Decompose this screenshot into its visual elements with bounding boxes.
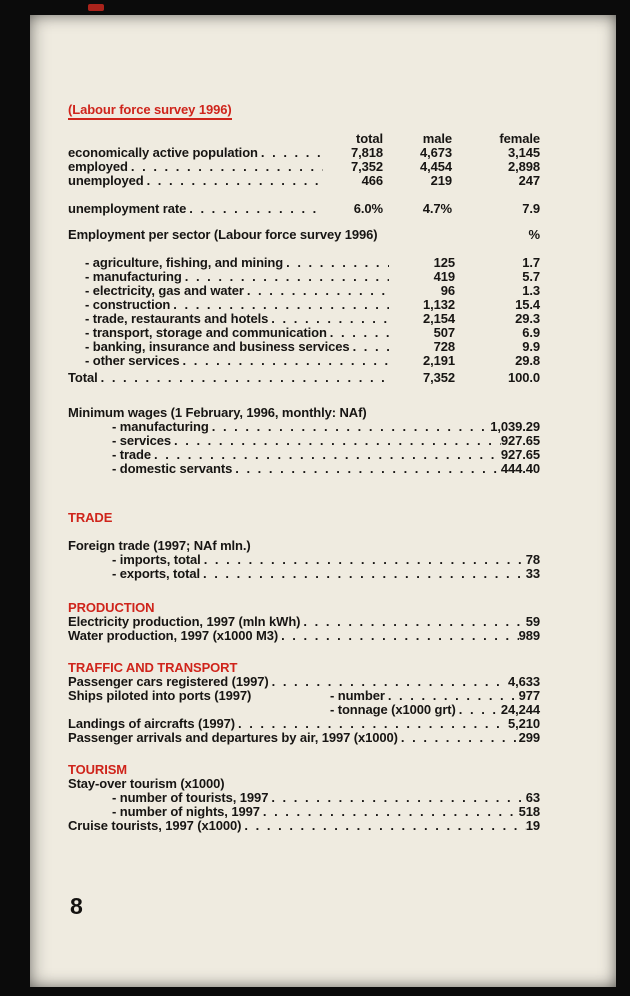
row-value-male: 4,673 (419, 145, 452, 160)
row-value: 19 (525, 818, 540, 833)
row-label: employed (68, 159, 128, 174)
section-heading-production: PRODUCTION (68, 600, 155, 615)
document-page (30, 15, 616, 987)
dot-leader (180, 354, 389, 368)
dot-leader (171, 434, 501, 448)
dot-leader (398, 731, 519, 745)
dot-leader (350, 340, 389, 354)
table-row (68, 629, 540, 643)
row-value: 63 (525, 790, 540, 805)
table-row (68, 462, 540, 476)
row-label: - manufacturing (85, 269, 182, 284)
foreign-trade-subtitle: Foreign trade (1997; NAf mln.) (68, 538, 251, 553)
row-value: 518 (518, 804, 540, 819)
row-value: 989 (518, 628, 540, 643)
row-value: 419 (433, 269, 455, 284)
row-label: Cruise tourists, 1997 (x1000) (68, 818, 242, 833)
dot-leader (232, 462, 501, 476)
col-header-percent: % (528, 227, 540, 242)
page-content (68, 103, 540, 833)
row-value: 299 (518, 730, 540, 745)
row-value-female: 2,898 (507, 159, 540, 174)
row-value: 2,191 (422, 353, 455, 368)
row-value: 1,039.29 (490, 419, 540, 434)
row-label: - manufacturing (112, 419, 209, 434)
table-row (68, 312, 540, 326)
col-header-male: male (422, 131, 452, 146)
row-value: 728 (433, 339, 455, 354)
tonnage-row (68, 703, 540, 717)
row-label: - number of nights, 1997 (112, 804, 260, 819)
row-label: economically active population (68, 145, 258, 160)
row-sub-label: - tonnage (x1000 grt) (330, 702, 456, 717)
row-label: - exports, total (112, 566, 200, 581)
row-label: unemployed (68, 173, 144, 188)
table-row (68, 791, 540, 805)
dot-leader (268, 791, 525, 805)
table-row (68, 805, 540, 819)
row-label: Electricity production, 1997 (mln kWh) (68, 614, 301, 629)
table-row (68, 174, 540, 188)
row-value: 96 (440, 283, 455, 298)
row-percent: 1.7 (522, 255, 540, 270)
row-label: - services (112, 433, 171, 448)
row-value-male: 219 (430, 173, 452, 188)
dot-leader (268, 312, 389, 326)
row-percent: 9.9 (522, 339, 540, 354)
dot-leader (182, 270, 389, 284)
row-percent: 6.9 (522, 325, 540, 340)
table-row (68, 340, 540, 354)
row-percent: 15.4 (515, 297, 540, 312)
row-value: 7,352 (422, 370, 455, 385)
row-value: 78 (525, 552, 540, 567)
dot-leader (260, 805, 519, 819)
row-value: 977 (518, 688, 540, 703)
row-label: - transport, storage and communication (85, 325, 327, 340)
row-label: Ships piloted into ports (1997) (68, 688, 252, 703)
row-value: 1,132 (422, 297, 455, 312)
section-heading-traffic: TRAFFIC AND TRANSPORT (68, 660, 238, 675)
row-label: - imports, total (112, 552, 201, 567)
table-row (68, 553, 540, 567)
row-label: Water production, 1997 (x1000 M3) (68, 628, 279, 643)
dot-leader (186, 202, 323, 216)
row-label: - other services (85, 353, 180, 368)
sector-total-row (68, 371, 540, 385)
col-header-female: female (499, 131, 540, 146)
dot-leader (283, 256, 389, 270)
table-row (68, 434, 540, 448)
section-heading-tourism: TOURISM (68, 762, 128, 777)
row-label: Passenger arrivals and departures by air, 1997 (x1000) (68, 730, 398, 745)
dot-leader (144, 174, 323, 188)
col-header-total: total (356, 131, 383, 146)
table-row (68, 567, 540, 581)
dot-leader (200, 567, 526, 581)
row-label: - trade, restaurants and hotels (85, 311, 269, 326)
table-row (68, 717, 540, 731)
row-value: 24,244 (500, 702, 540, 717)
dot-leader (98, 371, 389, 385)
ships-row (68, 689, 540, 703)
row-value: 5,210 (507, 716, 540, 731)
scan-artifact (88, 4, 104, 11)
dot-leader (244, 284, 389, 298)
row-sub-label: - number (330, 688, 385, 703)
table-row (68, 270, 540, 284)
section-subtitle: Employment per sector (Labour force survey 1996) (68, 227, 378, 242)
table-row (68, 615, 540, 629)
row-percent: 100.0 (507, 370, 540, 385)
dot-leader (151, 448, 501, 462)
dot-leader (209, 420, 490, 434)
table-row (68, 256, 540, 270)
table-row (68, 284, 540, 298)
dot-leader (385, 689, 519, 703)
dot-leader (235, 717, 508, 731)
dot-leader (278, 629, 519, 643)
row-label: - domestic servants (112, 461, 233, 476)
dot-leader (300, 615, 525, 629)
table-row (68, 819, 540, 833)
row-value: 125 (433, 255, 455, 270)
table-row (68, 448, 540, 462)
section-title: (Labour force survey 1996) (68, 103, 232, 120)
dot-leader (327, 326, 389, 340)
row-value: 2,154 (422, 311, 455, 326)
row-label: Total (68, 370, 98, 385)
section-heading-trade: TRADE (68, 510, 113, 525)
row-label: - electricity, gas and water (85, 283, 244, 298)
dot-leader (128, 160, 323, 174)
row-value: 927.65 (500, 433, 540, 448)
table-row (68, 146, 540, 160)
dot-leader (269, 675, 508, 689)
table-row (68, 354, 540, 368)
row-value: 4,633 (507, 674, 540, 689)
dot-leader (170, 298, 389, 312)
row-value-male: 4,454 (419, 159, 452, 174)
labour-survey-title (68, 103, 540, 120)
dot-leader (456, 703, 501, 717)
dot-leader (201, 553, 526, 567)
unemployment-rate-row (68, 202, 540, 216)
sector-table-header (68, 228, 540, 242)
table-row (68, 675, 540, 689)
dot-leader (241, 819, 525, 833)
row-label: - number of tourists, 1997 (112, 790, 269, 805)
row-label: - agriculture, fishing, and mining (85, 255, 284, 270)
row-value-female: 247 (518, 173, 540, 188)
row-percent: 29.3 (515, 311, 540, 326)
row-value-total: 7,818 (350, 145, 383, 160)
row-value-male: 4.7% (422, 201, 452, 216)
row-value: 507 (433, 325, 455, 340)
table-row (68, 298, 540, 312)
row-value: 59 (525, 614, 540, 629)
row-label: - banking, insurance and business services (85, 339, 350, 354)
row-value-total: 466 (361, 173, 383, 188)
row-label: Passenger cars registered (1997) (68, 674, 269, 689)
row-value-female: 7.9 (522, 201, 540, 216)
row-percent: 29.8 (515, 353, 540, 368)
table-row (68, 160, 540, 174)
row-percent: 5.7 (522, 269, 540, 284)
table-row (68, 420, 540, 434)
row-value: 927.65 (500, 447, 540, 462)
row-value: 33 (525, 566, 540, 581)
row-value-total: 6.0% (353, 201, 383, 216)
row-label: Landings of aircrafts (1997) (68, 716, 235, 731)
tourism-intro: Stay-over tourism (x1000) (68, 776, 225, 791)
page-number: 8 (70, 893, 83, 919)
row-label: unemployment rate (68, 201, 187, 216)
table-row (68, 326, 540, 340)
labour-table-header (68, 132, 540, 146)
row-label: - construction (85, 297, 171, 312)
dot-leader (258, 146, 323, 160)
row-percent: 1.3 (522, 283, 540, 298)
row-label: - trade (112, 447, 152, 462)
row-value-total: 7,352 (350, 159, 383, 174)
row-value: 444.40 (500, 461, 540, 476)
row-value-female: 3,145 (507, 145, 540, 160)
minimum-wages-title: Minimum wages (1 February, 1996, monthly: NAf) (68, 405, 367, 420)
table-row (68, 731, 540, 745)
